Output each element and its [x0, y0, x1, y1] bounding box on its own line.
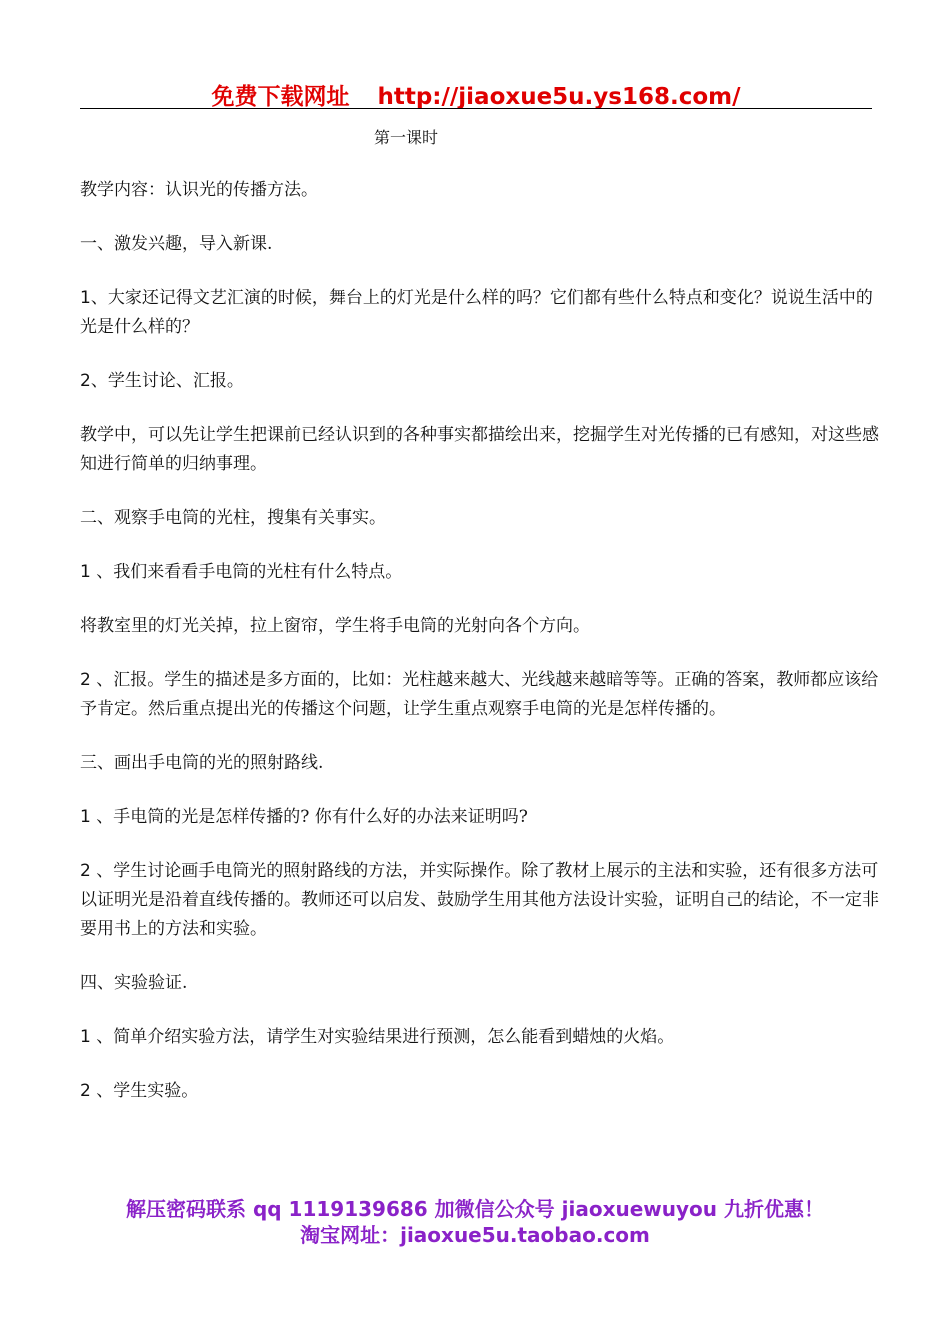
paragraph-number: 2: [80, 1081, 91, 1101]
paragraph-text: 、汇报。学生的描述是多方面的，比如：光柱越来越大、光线越来越暗等等。正确的答案，教师都应该给予肯定。然后重点提出光的传播这个问题，让学生重点观察手电筒的光是怎样传播的。: [80, 670, 879, 719]
lesson-paragraph: [80, 367, 880, 396]
lesson-paragraph: [80, 230, 880, 259]
lesson-paragraph: [80, 749, 880, 778]
paragraph-text: 一、激发兴趣，导入新课.: [80, 234, 273, 254]
paragraph-number: 1: [80, 562, 91, 582]
paragraph-text: 、我们来看看手电筒的光柱有什么特点。: [90, 562, 403, 582]
paragraph-text: 、学生讨论画手电筒光的照射路线的方法，并实际操作。除了教材上展示的主法和实验，还有很多方法可以证明光是沿着直线传播的。教师还可以启发、鼓励学生用其他方法设计实验，证明自己的结论，不一定非要用书上的方法和实验。: [80, 861, 879, 939]
lesson-paragraph: [80, 666, 880, 724]
download-label: 免费下载网址: [211, 84, 350, 110]
lesson-paragraph: [80, 612, 880, 641]
paragraph-text: 三、画出手电筒的光的照射路线.: [80, 753, 324, 773]
lesson-paragraph: [80, 504, 880, 533]
paragraph-number: 2: [80, 371, 91, 391]
paragraph-text: 教学内容：认识光的传播方法。: [80, 180, 318, 200]
lesson-paragraph: [80, 421, 880, 479]
promo-footer: [0, 1196, 950, 1248]
paragraph-number: 1: [80, 1027, 91, 1047]
header-divider: [80, 108, 872, 109]
download-url-link[interactable]: http://jiaoxue5u.ys168.com/: [377, 84, 741, 110]
paragraph-number: 2: [80, 861, 91, 881]
paragraph-text: 将教室里的灯光关掉，拉上窗帘，学生将手电筒的光射向各个方向。: [80, 616, 590, 636]
paragraph-text: 、学生讨论、汇报。: [90, 371, 244, 391]
lesson-paragraph: [80, 857, 880, 944]
lesson-paragraph: [80, 284, 880, 342]
footer-shop-link[interactable]: 淘宝网址：jiaoxue5u.taobao.com: [300, 1223, 650, 1247]
lesson-paragraph: [80, 558, 880, 587]
lesson-paragraph: [80, 969, 880, 998]
paragraph-text: 、大家还记得文艺汇演的时候，舞台上的灯光是什么样的吗？它们都有些什么特点和变化？说说生活中的光是什么样的？: [80, 288, 873, 337]
paragraph-text: 、简单介绍实验方法，请学生对实验结果进行预测，怎么能看到蜡烛的火焰。: [90, 1027, 675, 1047]
lesson-paragraph: [80, 803, 880, 832]
paragraph-text: 四、实验验证.: [80, 973, 188, 993]
paragraph-text: 教学中，可以先让学生把课前已经认识到的各种事实都描绘出来，挖掘学生对光传播的已有感知，对这些感知进行简单的归纳事理。: [80, 425, 879, 474]
paragraph-number: 1: [80, 807, 91, 827]
paragraph-text: 二、观察手电筒的光柱，搜集有关事实。: [80, 508, 386, 528]
page-title: 第一课时: [373, 128, 438, 147]
download-header: [80, 78, 872, 108]
lesson-body: [80, 176, 880, 1131]
paragraph-number: 1: [80, 288, 91, 308]
paragraph-text: 、学生实验。: [90, 1081, 199, 1101]
lesson-paragraph: [80, 1077, 880, 1106]
paragraph-text: 、手电筒的光是怎样传播的? 你有什么好的办法来证明吗?: [90, 807, 528, 827]
paragraph-number: 2: [80, 670, 91, 690]
footer-contact-line: 解压密码联系 qq 1119139686 加微信公众号 jiaoxuewuyou 九折优惠！: [126, 1197, 824, 1221]
lesson-paragraph: [80, 176, 880, 205]
lesson-paragraph: [80, 1023, 880, 1052]
